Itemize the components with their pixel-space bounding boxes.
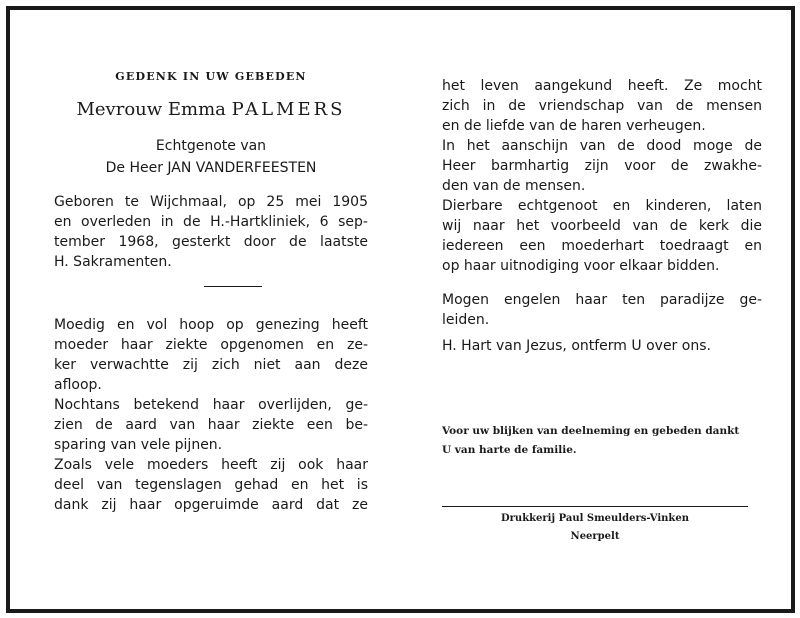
- text-line: Zoals vele moeders heeft zij ook haar: [54, 457, 368, 473]
- printer-city: Neerpelt: [570, 531, 620, 542]
- bio-line: H. Sakramenten.: [54, 254, 172, 270]
- right-column: [442, 76, 762, 546]
- bio-line: en overleden in de H.-Hartkliniek, 6 sep-: [54, 214, 368, 230]
- thanks-line: U van harte de familie.: [442, 444, 577, 456]
- text-line: dank zij haar opgeruimde aard dat ze: [54, 497, 368, 513]
- spouse-name: De Heer JAN VANDERFEESTEN: [105, 160, 317, 176]
- spouse-label: Echtgenote van: [155, 138, 267, 154]
- text-line: iedereen een moederhart toedraagt en: [442, 238, 762, 254]
- text-line: In het aanschijn van de dood moge de: [442, 138, 762, 154]
- biography: [54, 192, 368, 272]
- thanks-note: [442, 422, 762, 460]
- text-line: sparing van vele pijnen.: [54, 437, 223, 453]
- text-line: wij naar het voorbeeld van de kerk die: [442, 218, 762, 234]
- bio-line: tember 1968, gesterkt door de laatste: [54, 234, 368, 250]
- text-line: zien de aard van haar ziekte een be-: [54, 417, 368, 433]
- surname: PALMERS: [231, 99, 346, 120]
- printer-info: [442, 510, 748, 546]
- deceased-name: [54, 99, 368, 120]
- memorial-card: [6, 6, 795, 613]
- text-line: moeder haar ziekte opgenomen en ze-: [54, 337, 368, 353]
- text-line: afloop.: [54, 377, 102, 393]
- text-line: den van de mensen.: [442, 178, 586, 194]
- text-line: op haar uitnodiging voor elkaar bidden.: [442, 258, 720, 274]
- printer-divider: [442, 506, 748, 507]
- text-line: zich in de vriendschap van de mensen: [442, 98, 762, 114]
- printer-name: Drukkerij Paul Smeulders-Vinken: [500, 513, 689, 524]
- text-line: Nochtans betekend haar overlijden, ge-: [54, 397, 368, 413]
- bio-line: Geboren te Wijchmaal, op 25 mei 1905: [54, 194, 368, 210]
- prayer-line: Mogen engelen haar ten paradijze ge-: [442, 292, 762, 308]
- text-line: het leven aangekund heeft. Ze mocht: [442, 78, 762, 94]
- invocation-line: H. Hart van Jezus, ontferm U over ons.: [442, 338, 711, 354]
- prayer: [442, 290, 762, 330]
- memorial-text-left: [54, 315, 368, 515]
- memorial-text-right: [442, 76, 762, 276]
- divider: [204, 286, 262, 287]
- name-prefix: Mevrouw Emma: [76, 99, 226, 120]
- text-line: Heer barmhartig zijn voor de zwakhe-: [442, 158, 762, 174]
- invocation: [442, 336, 762, 356]
- left-column: [54, 70, 368, 515]
- text-line: Moedig en vol hoop op genezing heeft: [54, 317, 368, 333]
- thanks-line: Voor uw blijken van deelneming en gebeden dankt: [442, 425, 740, 437]
- prayer-line: leiden.: [442, 312, 490, 328]
- card-heading: GEDENK IN UW GEBEDEN: [115, 70, 307, 83]
- text-line: Dierbare echtgenoot en kinderen, laten: [442, 198, 762, 214]
- text-line: ker verwachtte zij zich niet aan deze: [54, 357, 368, 373]
- text-line: deel van tegenslagen gehad en het is: [54, 477, 368, 493]
- text-line: en de liefde van de haren verheugen.: [442, 118, 706, 134]
